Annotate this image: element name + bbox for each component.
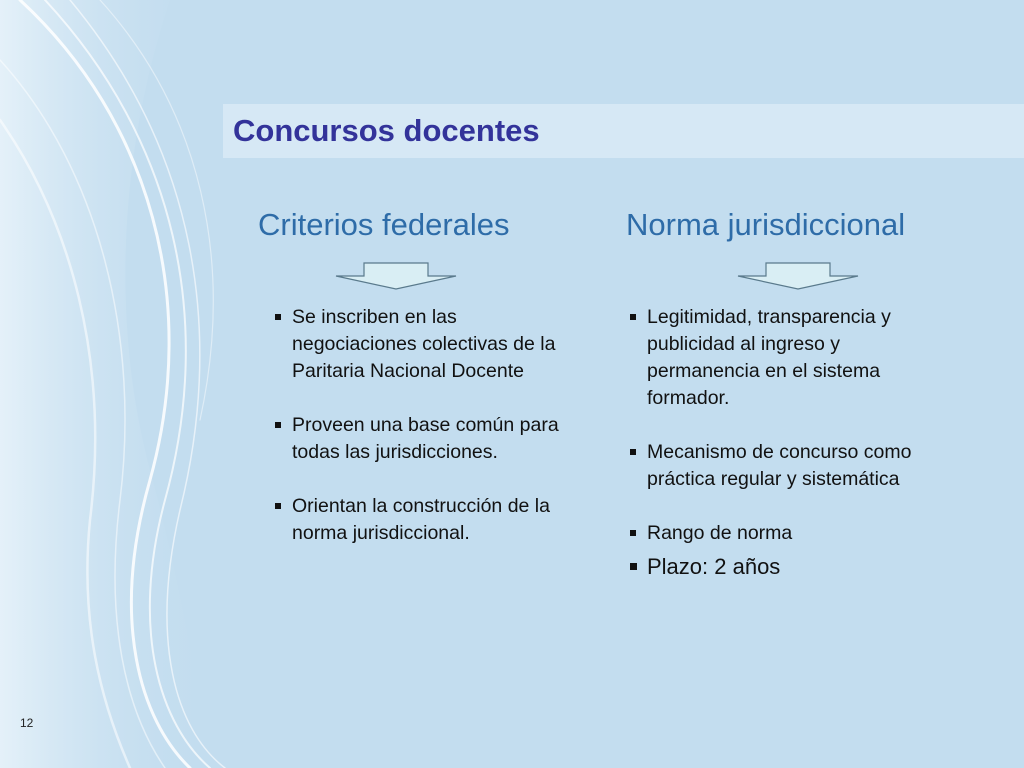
list-item: Rango de norma — [627, 520, 947, 547]
title-bar — [223, 104, 1024, 158]
page-number: 12 — [20, 716, 34, 730]
list-item: Legitimidad, transparencia y publicidad al ingreso y permanencia en el sistema formador. — [627, 304, 947, 412]
right-bullet-list — [627, 304, 947, 582]
list-item: Orientan la construcción de la norma jurisdiccional. — [272, 493, 572, 547]
left-bullet-list — [272, 304, 572, 547]
slide-title: Concursos docentes — [233, 113, 540, 148]
list-item: Se inscriben en las negociaciones colectivas de la Paritaria Nacional Docente — [272, 304, 572, 385]
down-arrow-icon — [736, 262, 860, 290]
left-column-heading: Criterios federales — [258, 207, 510, 242]
list-item: Proveen una base común para todas las jurisdicciones. — [272, 412, 572, 466]
list-item: Plazo: 2 años — [627, 552, 947, 582]
list-item: Mecanismo de concurso como práctica regular y sistemática — [627, 439, 947, 493]
right-column-heading: Norma jurisdiccional — [626, 207, 906, 242]
down-arrow-icon — [334, 262, 458, 290]
